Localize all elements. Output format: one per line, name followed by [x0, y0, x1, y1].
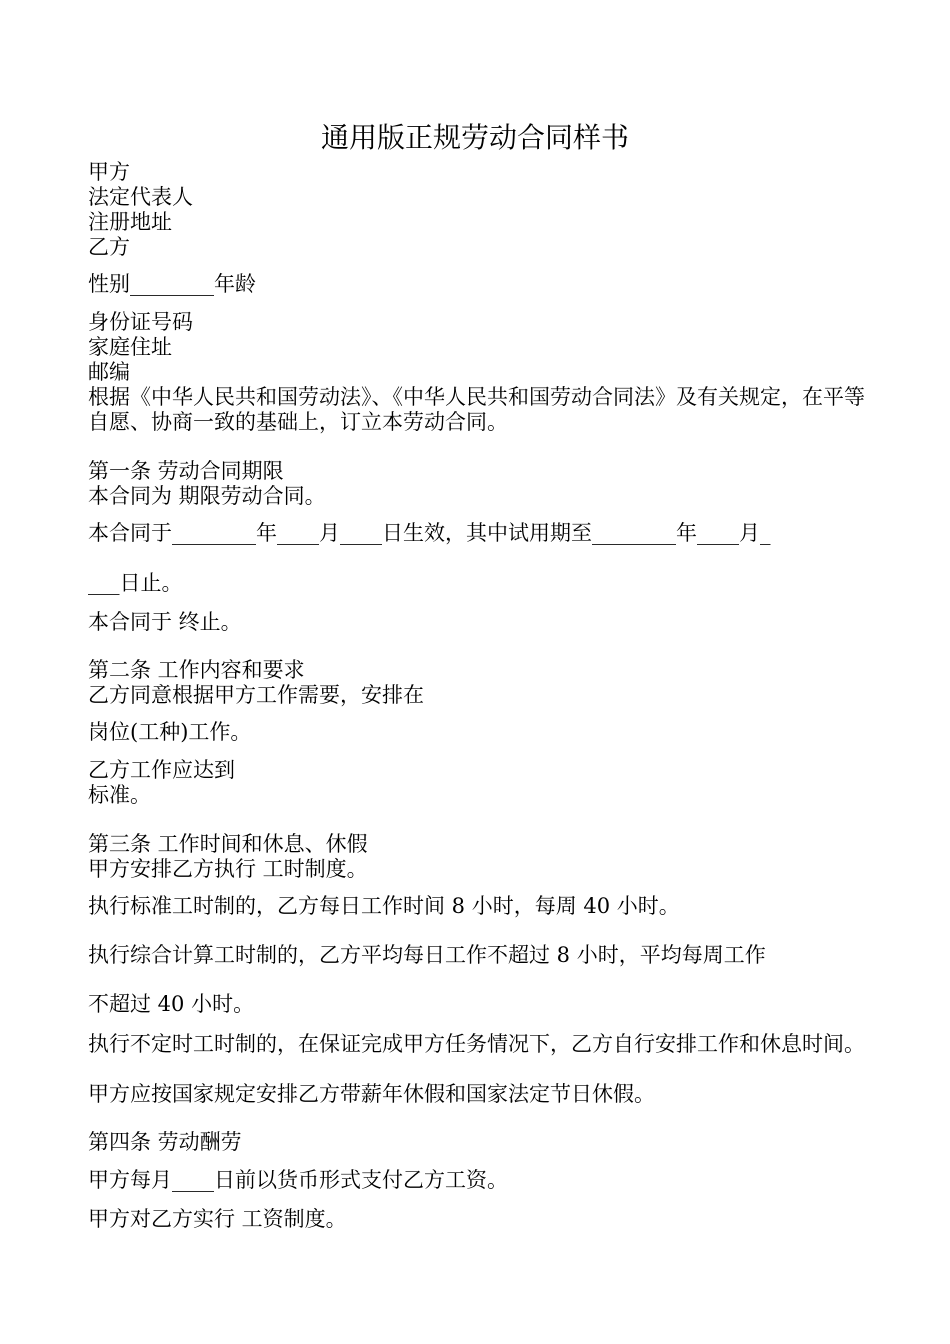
id-number-line: 身份证号码	[88, 310, 193, 334]
article-3-comprehensive-hours-cont: 不超过 40 小时。	[88, 992, 255, 1016]
article-3-standard-hours: 执行标准工时制的，乙方每日工作时间 8 小时，每周 40 小时。	[88, 894, 680, 918]
gender-age-line: 性别________年龄	[88, 272, 256, 296]
preamble-paragraph: 根据《中华人民共和国劳动法》、《中华人民共和国劳动合同法》及有关规定，在平等自愿、协商一致的基础上，订立本劳动合同。	[88, 385, 865, 434]
party-a-line: 甲方	[88, 160, 130, 184]
article-2-position-line: 乙方同意根据甲方工作需要，安排在	[88, 683, 424, 707]
article-4-wage-system: 甲方对乙方实行 工资制度。	[88, 1207, 347, 1231]
article-4-pay-date: 甲方每月____日前以货币形式支付乙方工资。	[88, 1168, 508, 1192]
article-2-requirement-line: 乙方工作应达到	[88, 758, 235, 782]
article-1-heading: 第一条 劳动合同期限	[88, 459, 284, 483]
article-2-post-line: 岗位(工种)工作。	[88, 720, 252, 744]
article-1-probation-end: ___日止。	[88, 571, 183, 595]
article-3-paid-leave: 甲方应按国家规定安排乙方带薪年休假和国家法定节日休假。	[88, 1082, 655, 1106]
article-3-comprehensive-hours: 执行综合计算工时制的，乙方平均每日工作不超过 8 小时，平均每周工作	[88, 943, 766, 967]
postcode-line: 邮编	[88, 360, 130, 384]
article-2-heading: 第二条 工作内容和要求	[88, 658, 305, 682]
article-1-term-type: 本合同为 期限劳动合同。	[88, 484, 326, 508]
article-1-effective-date: 本合同于________年____月____日生效，其中试用期至________年____月_	[88, 521, 771, 545]
legal-representative-line: 法定代表人	[88, 185, 193, 209]
article-3-flexible-hours: 执行不定时工时制的，在保证完成甲方任务情况下，乙方自行安排工作和休息时间。	[88, 1032, 865, 1056]
home-address-line: 家庭住址	[88, 335, 172, 359]
article-4-heading: 第四条 劳动酬劳	[88, 1130, 242, 1154]
article-2-standard-line: 标准。	[88, 783, 151, 807]
article-3-heading: 第三条 工作时间和休息、休假	[88, 832, 368, 856]
document-title: 通用版正规劳动合同样书	[320, 121, 629, 154]
registered-address-line: 注册地址	[88, 210, 172, 234]
article-3-hours-system: 甲方安排乙方执行 工时制度。	[88, 857, 368, 881]
article-1-termination: 本合同于 终止。	[88, 610, 242, 634]
party-b-line: 乙方	[88, 235, 130, 259]
